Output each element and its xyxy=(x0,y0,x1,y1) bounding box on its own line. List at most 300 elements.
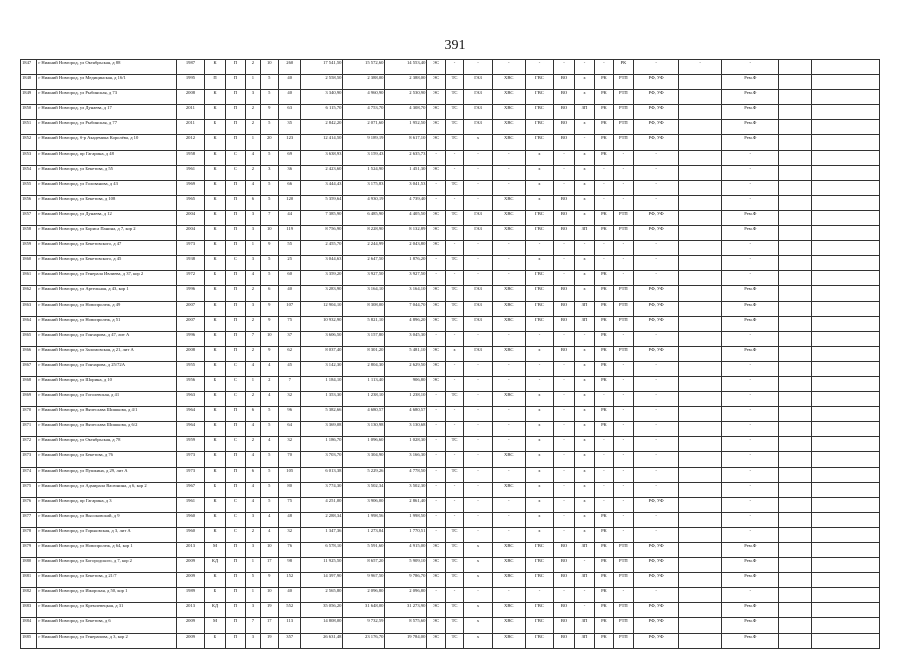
table-cell: К xyxy=(205,422,225,437)
table-cell: 6 xyxy=(246,407,260,422)
address-cell: г Нижний Новгород, ул Бориса Панина, д 7, кор 2 xyxy=(37,226,176,241)
table-cell: ХВС xyxy=(492,543,525,558)
table-cell xyxy=(679,210,722,225)
table-cell: ЗП xyxy=(574,105,594,120)
row-number-cell: 1877 xyxy=(21,512,37,527)
table-cell: С xyxy=(225,376,245,391)
table-cell: - xyxy=(634,180,679,195)
table-cell: ЭС xyxy=(427,286,445,301)
table-cell xyxy=(679,527,722,542)
table-cell: С xyxy=(225,527,245,542)
row-number-cell: 1848 xyxy=(21,75,37,90)
row-number-cell: 1884 xyxy=(21,618,37,633)
table-cell: 4 680,57 xyxy=(343,407,385,422)
table-cell: ВО xyxy=(554,135,574,150)
table-cell: ХВС xyxy=(492,90,525,105)
address-cell: г Нижний Новгород, ул Генерала Ивлиева, д 37, кор 2 xyxy=(37,271,176,286)
table-cell: ЭС xyxy=(427,618,445,633)
table-row xyxy=(21,316,880,331)
table-cell: РК xyxy=(595,603,613,618)
table-cell: - xyxy=(492,271,525,286)
row-number-cell: 1872 xyxy=(21,437,37,452)
table-cell: К xyxy=(205,241,225,256)
table-cell: - xyxy=(595,165,613,180)
table-cell: - xyxy=(464,452,493,467)
address-cell: г Нижний Новгород, ул Бекетова, д 55 xyxy=(37,165,176,180)
table-cell: ЗП xyxy=(574,301,594,316)
table-cell: РФ, УФ xyxy=(634,135,679,150)
table-cell: Рем.Ф xyxy=(722,543,779,558)
address-cell: г Нижний Новгород, ул Бекетова, д 108 xyxy=(37,195,176,210)
table-cell: ГВС xyxy=(525,603,554,618)
table-cell xyxy=(679,90,722,105)
table-cell: 113 xyxy=(278,618,301,633)
table-cell: - xyxy=(554,256,574,271)
table-cell: - xyxy=(445,331,463,346)
table-cell: - xyxy=(595,437,613,452)
table-cell: 1 113,40 xyxy=(343,376,385,391)
table-cell: - xyxy=(634,195,679,210)
table-cell: ЭС xyxy=(427,316,445,331)
table-cell: х xyxy=(574,392,594,407)
table-cell: - xyxy=(634,482,679,497)
table-cell: - xyxy=(464,376,493,391)
table-cell xyxy=(679,558,722,573)
table-cell: 1 xyxy=(246,241,260,256)
table-cell: 35 xyxy=(278,120,301,135)
table-cell: РФ, УФ xyxy=(634,543,679,558)
table-cell: 6 485,90 xyxy=(343,210,385,225)
table-cell: 96 xyxy=(278,407,301,422)
table-cell: - xyxy=(554,588,574,603)
table-cell xyxy=(779,573,812,588)
table-cell: х xyxy=(574,286,594,301)
table-cell xyxy=(812,241,880,256)
table-cell: 37 xyxy=(278,331,301,346)
address-cell: г Нижний Новгород, ул Горьковская, д 3, лит А xyxy=(37,527,176,542)
table-cell: - xyxy=(492,150,525,165)
table-cell xyxy=(679,286,722,301)
table-cell: х xyxy=(574,452,594,467)
table-cell: - xyxy=(464,150,493,165)
table-cell: ВО xyxy=(554,286,574,301)
table-cell: РК xyxy=(595,407,613,422)
table-cell: х xyxy=(525,527,554,542)
table-cell: 3 927,50 xyxy=(343,271,385,286)
table-cell xyxy=(779,271,812,286)
table-cell: ВО xyxy=(554,346,574,361)
table-cell: - xyxy=(554,497,574,512)
table-cell: ГВС xyxy=(525,90,554,105)
table-cell: П xyxy=(225,467,245,482)
address-cell: г Нижний Новгород, ул Высоковский, д 9 xyxy=(37,512,176,527)
table-cell xyxy=(812,150,880,165)
table-cell: 4 405,50 xyxy=(385,210,427,225)
table-cell: - xyxy=(445,376,463,391)
table-cell: 1 238,10 xyxy=(343,392,385,407)
table-cell: К xyxy=(205,392,225,407)
table-cell xyxy=(812,512,880,527)
table-cell: 2009 xyxy=(176,633,205,648)
table-cell: - xyxy=(427,437,445,452)
table-cell: П xyxy=(225,543,245,558)
table-cell xyxy=(812,527,880,542)
table-cell: 4 xyxy=(260,527,278,542)
table-cell: П xyxy=(225,90,245,105)
table-cell: К xyxy=(205,407,225,422)
table-cell xyxy=(679,120,722,135)
table-cell: 4 915,00 xyxy=(385,543,427,558)
table-cell: - xyxy=(464,165,493,180)
table-cell: ХВС xyxy=(492,482,525,497)
table-cell: РК xyxy=(595,527,613,542)
table-cell: - xyxy=(427,452,445,467)
page-number: 391 xyxy=(444,38,466,53)
table-cell: 1967 xyxy=(176,482,205,497)
table-cell: 70 xyxy=(278,452,301,467)
table-cell: 5 xyxy=(260,497,278,512)
table-cell: 2009 xyxy=(176,558,205,573)
table-cell: 10 932,90 xyxy=(301,316,343,331)
table-cell: 9 967,50 xyxy=(343,573,385,588)
table-cell: ТС xyxy=(445,633,463,648)
table-cell: РК xyxy=(595,573,613,588)
table-cell xyxy=(779,256,812,271)
table-cell: - xyxy=(722,588,779,603)
table-row xyxy=(21,180,880,195)
table-cell xyxy=(679,226,722,241)
table-cell xyxy=(679,603,722,618)
table-cell: П xyxy=(225,573,245,588)
table-cell: - xyxy=(595,482,613,497)
table-cell: х xyxy=(574,376,594,391)
table-cell: 11 925,50 xyxy=(301,558,343,573)
table-cell: ТС xyxy=(445,573,463,588)
row-number-cell: 1867 xyxy=(21,361,37,376)
row-number-cell: 1861 xyxy=(21,271,37,286)
table-cell: 1969 xyxy=(176,180,205,195)
table-cell xyxy=(812,286,880,301)
table-row xyxy=(21,195,880,210)
table-cell xyxy=(779,150,812,165)
table-cell: ГВС xyxy=(525,618,554,633)
table-cell: 120 xyxy=(278,195,301,210)
table-cell: 3 927,50 xyxy=(385,271,427,286)
table-cell: - xyxy=(427,256,445,271)
table-cell: К xyxy=(205,527,225,542)
table-cell: ГАЗ xyxy=(464,316,493,331)
table-cell: 2009 xyxy=(176,573,205,588)
table-cell: ВО xyxy=(554,618,574,633)
table-cell: ВО xyxy=(554,573,574,588)
table-cell xyxy=(812,316,880,331)
table-cell: Рем.Ф xyxy=(722,75,779,90)
table-cell: - xyxy=(595,467,613,482)
table-cell: х xyxy=(525,150,554,165)
table-cell: 10 xyxy=(260,588,278,603)
table-cell: 66 xyxy=(278,180,301,195)
address-cell: г Нижний Новгород, ул Артельная, д 43, кор 1 xyxy=(37,286,176,301)
table-cell xyxy=(779,407,812,422)
table-cell: - xyxy=(492,180,525,195)
address-cell: г Нижний Новгород, ул Рыбинская, д 73 xyxy=(37,90,176,105)
table-cell: - xyxy=(574,588,594,603)
table-cell: - xyxy=(464,422,493,437)
table-cell: 3 164,10 xyxy=(343,286,385,301)
table-cell: 7 044,70 xyxy=(385,301,427,316)
table-cell: 3 283,90 xyxy=(301,286,343,301)
table-cell: К xyxy=(205,135,225,150)
table-cell: РК xyxy=(595,633,613,648)
table-cell: - xyxy=(445,361,463,376)
address-cell: г Нижний Новгород, ул Бекетова, д 6 xyxy=(37,618,176,633)
table-cell xyxy=(779,558,812,573)
table-row xyxy=(21,331,880,346)
table-cell: 20 xyxy=(260,135,278,150)
table-cell: х xyxy=(525,467,554,482)
table-cell: 2 861,40 xyxy=(385,497,427,512)
table-cell: - xyxy=(554,482,574,497)
table-cell: - xyxy=(464,482,493,497)
table-cell: - xyxy=(595,241,613,256)
table-cell: ГВС xyxy=(525,226,554,241)
table-cell: ТС xyxy=(445,316,463,331)
table-cell: - xyxy=(634,512,679,527)
table-cell: ЭС xyxy=(427,105,445,120)
table-cell: Б xyxy=(205,271,225,286)
table-cell: - xyxy=(525,588,554,603)
table-cell: РТП xyxy=(613,135,633,150)
row-number-cell: 1874 xyxy=(21,467,37,482)
address-cell: г Нижний Новгород, ул Новопролеж, д 64, кор 1 xyxy=(37,543,176,558)
table-cell: 8 301,20 xyxy=(343,346,385,361)
table-cell: К xyxy=(205,180,225,195)
table-cell: 12 904,10 xyxy=(301,301,343,316)
table-cell: - xyxy=(464,241,493,256)
table-cell xyxy=(779,105,812,120)
table-cell: - xyxy=(595,452,613,467)
table-row xyxy=(21,226,880,241)
table-cell: - xyxy=(427,180,445,195)
row-number-cell: 1852 xyxy=(21,135,37,150)
row-number-cell: 1881 xyxy=(21,573,37,588)
table-cell xyxy=(679,195,722,210)
table-cell: ХВС xyxy=(492,105,525,120)
table-cell: 8 575,60 xyxy=(385,618,427,633)
table-cell: х xyxy=(574,195,594,210)
address-cell: г Нижний Новгород, ул Генерапова, д 3, кор 2 xyxy=(37,633,176,648)
table-cell: 1995 xyxy=(176,75,205,90)
table-cell: - xyxy=(554,241,574,256)
table-cell: 2008 xyxy=(176,346,205,361)
table-cell: - xyxy=(427,482,445,497)
row-number-cell: 1851 xyxy=(21,120,37,135)
table-cell: ВО xyxy=(554,226,574,241)
table-cell: ЭС xyxy=(427,301,445,316)
table-cell: - xyxy=(427,195,445,210)
table-cell: - xyxy=(492,467,525,482)
table-cell: ТС xyxy=(445,543,463,558)
table-cell: С xyxy=(225,512,245,527)
table-cell: 9 732,59 xyxy=(343,618,385,633)
table-cell: Рем.Ф xyxy=(722,120,779,135)
table-cell xyxy=(812,90,880,105)
table-cell: П xyxy=(225,120,245,135)
table-cell xyxy=(779,482,812,497)
table-cell: - xyxy=(525,331,554,346)
table-cell: 3 xyxy=(246,256,260,271)
table-cell: 7 xyxy=(246,331,260,346)
table-cell: - xyxy=(554,467,574,482)
row-number-cell: 1869 xyxy=(21,392,37,407)
table-row xyxy=(21,603,880,618)
table-cell: - xyxy=(722,376,779,391)
table-cell: х xyxy=(574,467,594,482)
table-cell: 1938 xyxy=(176,256,205,271)
table-cell: 1 028,30 xyxy=(385,437,427,452)
table-cell: - xyxy=(634,376,679,391)
row-number-cell: 1880 xyxy=(21,558,37,573)
table-cell: К xyxy=(205,467,225,482)
table-cell: х xyxy=(574,210,594,225)
table-cell: ХВС xyxy=(492,210,525,225)
table-cell: 3 502,30 xyxy=(385,482,427,497)
table-cell: ВО xyxy=(554,543,574,558)
table-cell: 2 423,60 xyxy=(301,165,343,180)
table-cell: К xyxy=(205,497,225,512)
table-cell xyxy=(812,543,880,558)
table-cell: 45 xyxy=(278,361,301,376)
table-cell: 8 037,40 xyxy=(301,346,343,361)
row-number-cell: 1862 xyxy=(21,286,37,301)
table-cell: 1 xyxy=(246,135,260,150)
table-cell: ГВС xyxy=(525,120,554,135)
table-cell: ГВС xyxy=(525,75,554,90)
table-cell: РФ, УФ xyxy=(634,633,679,648)
address-cell: г Нижний Новгород, ул Бекетовского, д 47 xyxy=(37,241,176,256)
row-number-cell: 1878 xyxy=(21,527,37,542)
table-cell: 2 043,80 xyxy=(385,241,427,256)
table-row xyxy=(21,346,880,361)
table-cell: - xyxy=(445,165,463,180)
table-cell: 75 xyxy=(278,316,301,331)
table-cell: 4 753,70 xyxy=(343,105,385,120)
table-cell: 1987 xyxy=(176,60,205,75)
table-cell: ХВС xyxy=(492,75,525,90)
table-cell: 75 xyxy=(278,497,301,512)
table-cell: 7 xyxy=(246,618,260,633)
table-cell: ВО xyxy=(554,633,574,648)
address-cell: г Нижний Новгород, ул Бекетовского, д 45 xyxy=(37,256,176,271)
table-cell: 5 591,60 xyxy=(343,543,385,558)
table-cell: Рем.Ф xyxy=(722,210,779,225)
table-cell: - xyxy=(722,392,779,407)
table-cell: 1 952,50 xyxy=(385,120,427,135)
address-cell: г Нижний Новгород, пр Гагарина, д 48 xyxy=(37,150,176,165)
table-cell: С xyxy=(225,361,245,376)
table-cell: - xyxy=(634,588,679,603)
table-cell: РК xyxy=(595,150,613,165)
table-cell: 32 xyxy=(278,437,301,452)
table-cell: 1 347,36 xyxy=(301,527,343,542)
table-cell: ГВС xyxy=(525,316,554,331)
table-cell: - xyxy=(445,271,463,286)
table-cell: - xyxy=(445,60,463,75)
table-cell: 2 xyxy=(246,60,260,75)
table-cell: 2 647,50 xyxy=(343,256,385,271)
table-cell: РК xyxy=(595,135,613,150)
table-cell: ХВС xyxy=(492,226,525,241)
table-cell: 3 159,43 xyxy=(343,150,385,165)
table-cell xyxy=(812,467,880,482)
table-cell: 4 xyxy=(260,361,278,376)
table-cell: 3 906,00 xyxy=(343,497,385,512)
table-cell: П xyxy=(225,633,245,648)
table-cell: ЭС xyxy=(427,165,445,180)
table-row xyxy=(21,437,880,452)
address-cell: г Нижний Новгород, ул Медицинская, д 16/1 xyxy=(37,75,176,90)
address-cell: г Нижний Новгород, ул Октябрьская, д 78 xyxy=(37,437,176,452)
table-cell: 2 xyxy=(246,286,260,301)
table-cell xyxy=(812,256,880,271)
table-cell: - xyxy=(445,497,463,512)
table-row xyxy=(21,512,880,527)
table-cell: - xyxy=(722,361,779,376)
table-cell: 1 998,56 xyxy=(343,512,385,527)
table-cell: ЗП xyxy=(574,316,594,331)
table-cell: С xyxy=(225,256,245,271)
table-cell: 3 166,30 xyxy=(385,452,427,467)
table-cell: - xyxy=(492,256,525,271)
table-cell: 4 xyxy=(260,392,278,407)
table-cell: ГВС xyxy=(525,301,554,316)
table-cell: х xyxy=(574,437,594,452)
table-cell: 4 xyxy=(260,437,278,452)
table-cell: х xyxy=(574,361,594,376)
table-cell: 4 251,00 xyxy=(301,497,343,512)
table-cell: 40 xyxy=(278,588,301,603)
table-cell: РК xyxy=(595,271,613,286)
table-cell: 1989 xyxy=(176,588,205,603)
table-cell: - xyxy=(427,588,445,603)
table-cell xyxy=(779,301,812,316)
row-number-cell: 1849 xyxy=(21,90,37,105)
table-cell: 1961 xyxy=(176,165,205,180)
table-cell xyxy=(812,346,880,361)
table-cell: 1960 xyxy=(176,512,205,527)
table-cell xyxy=(812,301,880,316)
table-cell: 9 xyxy=(260,316,278,331)
table-cell: 63 xyxy=(278,105,301,120)
table-cell: ЭС xyxy=(427,603,445,618)
table-cell: 2 xyxy=(260,376,278,391)
table-cell: ВО xyxy=(554,105,574,120)
table-cell: - xyxy=(634,241,679,256)
table-cell: ТС xyxy=(445,180,463,195)
table-cell: 9 786,70 xyxy=(385,573,427,588)
table-cell: 10 xyxy=(260,331,278,346)
table-cell: 2 635,73 xyxy=(385,150,427,165)
table-cell: 1 xyxy=(246,558,260,573)
table-cell: 357 xyxy=(278,633,301,648)
table-cell: ХВС xyxy=(492,195,525,210)
table-cell: - xyxy=(525,376,554,391)
table-cell: ГАЗ xyxy=(464,301,493,316)
table-cell: ХВС xyxy=(492,392,525,407)
table-cell: ТС xyxy=(445,558,463,573)
table-cell xyxy=(679,633,722,648)
table-cell: 1961 xyxy=(176,497,205,512)
